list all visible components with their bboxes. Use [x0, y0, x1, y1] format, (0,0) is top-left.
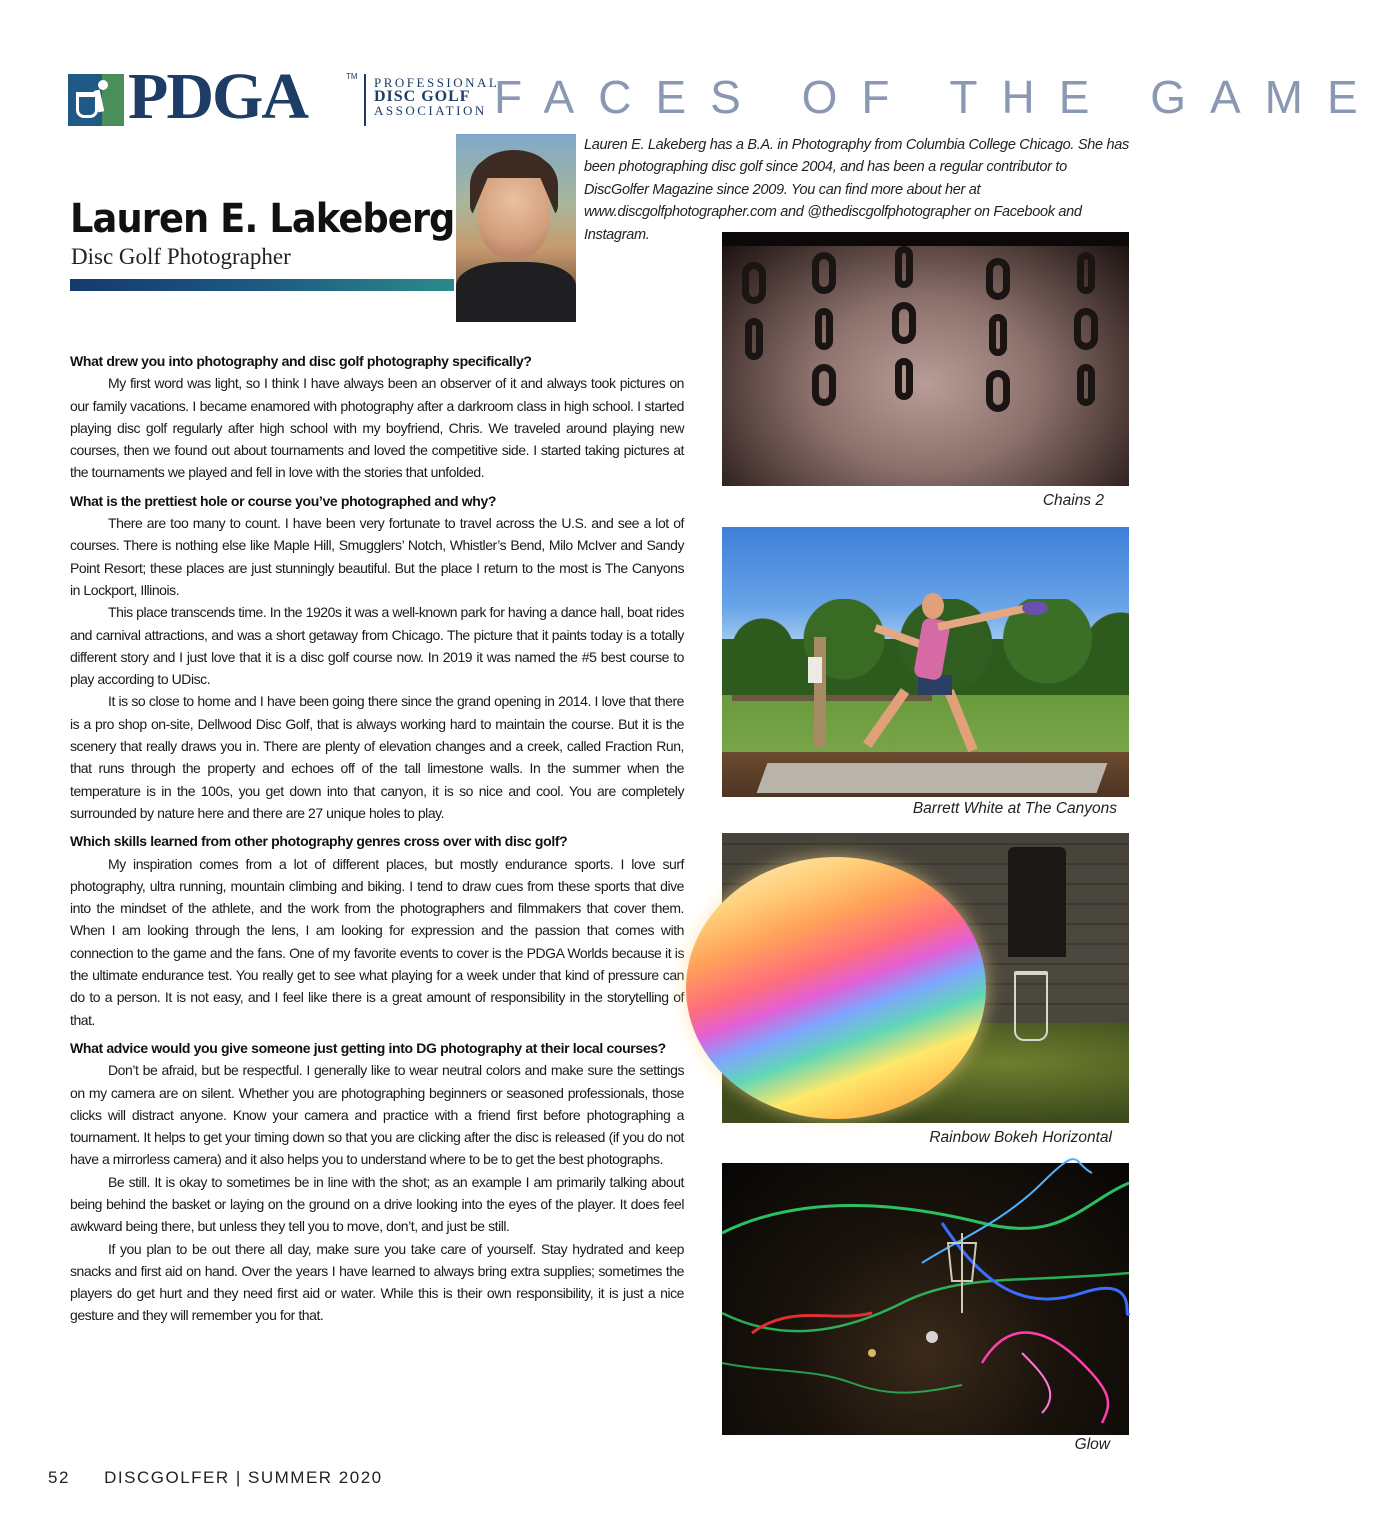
answer-paragraph: This place transcends time. In the 1920s it was a well-known park for having a dance hall, boat rides and carnival attractions, and was a short getaway from Chicago. The picture that it paints today is a totally different story and I just love that it is a disc golf course now. In 2019 it was named the #5 best course to play according to UDisc.	[70, 604, 684, 688]
canyons-caption: Barrett White at The Canyons	[912, 800, 1117, 817]
question-heading: What is the prettiest hole or course you’ve photographed and why?	[70, 492, 497, 509]
pdga-logo	[68, 60, 500, 133]
answer-paragraph: There are too many to count. I have been very fortunate to travel across the U.S. and see a lot of courses. There is nothing else like Maple Hill, Smugglers’ Notch, Whistler’s Bend, Milo McIver and Sandy Point Resort; these places are just stunningly beautiful. But the place I return to the most is The Canyons in Lockport, Illinois.	[70, 515, 684, 598]
answer-paragraph: My inspiration comes from a lot of different places, but mostly endurance sports. I love surf photography, ultra running, mountain climbing and biking. I tend to draw cues from these sports that dive into the mindset of the athlete, and the work from the photographers and filmmakers that cover them. When I am looking through the lens, I am looking for expression and the passion that comes with connection to the game and the fans. One of my favorite events to cover is the PDGA Worlds because it is the ultimate endurance test. You really get to see what playing for a week under that kind of pressure can do to a person. It is not easy, and I feel like there is a great amount of responsibility in the storytelling of that.	[70, 855, 684, 1028]
question-heading: What drew you into photography and disc golf photography specifically?	[70, 353, 532, 369]
profile-role: Disc Golf Photographer	[71, 244, 291, 269]
canyons-photo	[722, 527, 1129, 797]
portrait-photo	[456, 134, 576, 310]
question-heading: Which skills learned from other photography genres cross over with disc golf?	[70, 833, 568, 850]
glow-caption: Glow	[1074, 1436, 1110, 1453]
bokeh-caption: Rainbow Bokeh Horizontal	[929, 1129, 1112, 1146]
question-heading: What advice would you give someone just getting into DG photography at their local courses?	[70, 1039, 666, 1056]
logo-trademark: TM	[346, 72, 358, 81]
page-footer	[48, 1468, 383, 1488]
answer-paragraph: If you plan to be out there all day, make sure you take care of yourself. Stay hydrated and keep snacks and first aid on hand. Over the years I have learned to always bring extra supplies; sometimes the players do get hurt and they need first aid or water. While this is their own responsibility, it is just a nice gesture and they will remember you for that.	[70, 1240, 684, 1324]
section-title: FACES OF THE GAME	[494, 71, 1382, 123]
article-body	[70, 350, 684, 1327]
answer-paragraph: Be still. It is okay to sometimes be in line with the shot; as an example I am primarily talking about being behind the basket or laying on the ground on a drive looking into the eyes of the player. It does feel awkward being there, but unless they tell you to move, don’t, and just be still.	[70, 1173, 684, 1235]
logo-association-name: PROFESSIONAL DISC GOLF ASSOCIATION	[374, 75, 500, 118]
basket-icon	[1014, 971, 1048, 1041]
header-rule	[70, 279, 454, 291]
chains-photo	[722, 232, 1129, 486]
chains-caption: Chains 2	[1042, 492, 1104, 509]
answer-paragraph: It is so close to home and I have been going there since the grand opening in 2014. I love that there is a pro shop on-site, Dellwood Disc Golf, that is always working hard to maintain the course. But it is the scenery that really draws you in. There are plenty of elevation changes and a creek, called Fraction Run, that runs through the property and echoes off of the tall limestone walls. In the summer when the temperature is in the 100s, you get down into that canyon, it is so nice and cool. You are completely surrounded by nature here and there are 27 unique holes to play.	[70, 693, 684, 821]
bokeh-photo	[722, 833, 1129, 1123]
answer-paragraph: My first word was light, so I think I have always been an observer of it and always took pictures on our family vacations. I became enamored with photography after a darkroom class in high school. I started playing disc golf regularly after high school with my boyfriend, Chris. We traveled around playing new courses, then we found out about tournaments and loved the competitive side. I started taking pictures at the tournaments we played and fell in love with the stories that unfolded.	[70, 375, 684, 481]
profile-bio: Lauren E. Lakeberg has a B.A. in Photography from Columbia College Chicago. She has been photographing disc golf since 2004, and has been a regular contributor to DiscGolfer Magazine since 2009. You can find more about her at www.discgolfphotographer.com and @thediscgolfphotographer on Facebook and Instagram.	[584, 137, 1129, 243]
glow-photo	[722, 1163, 1129, 1435]
logo-divider	[364, 74, 366, 126]
profile-name: Lauren E. Lakeberg	[70, 196, 455, 242]
disc-icon	[1022, 601, 1048, 615]
answer-paragraph: Don’t be afraid, but be respectful. I generally like to wear neutral colors and make sure the settings on my camera are on silent. Whether you are photographing beginners or seasoned professionals, those clicks will distract anyone. Know your camera and practice with a friend first before photographing a tournament. It helps to get your timing down so that you are clicking after the disc is released (if you do not have a mirrorless camera) and it also helps you to understand where to be to get the best photographs.	[70, 1062, 684, 1168]
pdga-emblem-icon	[68, 74, 124, 126]
logo-wordmark: PDGA	[128, 60, 307, 133]
page-number: 52	[48, 1468, 70, 1487]
publication-line: DISCGOLFER | SUMMER 2020	[104, 1468, 383, 1487]
